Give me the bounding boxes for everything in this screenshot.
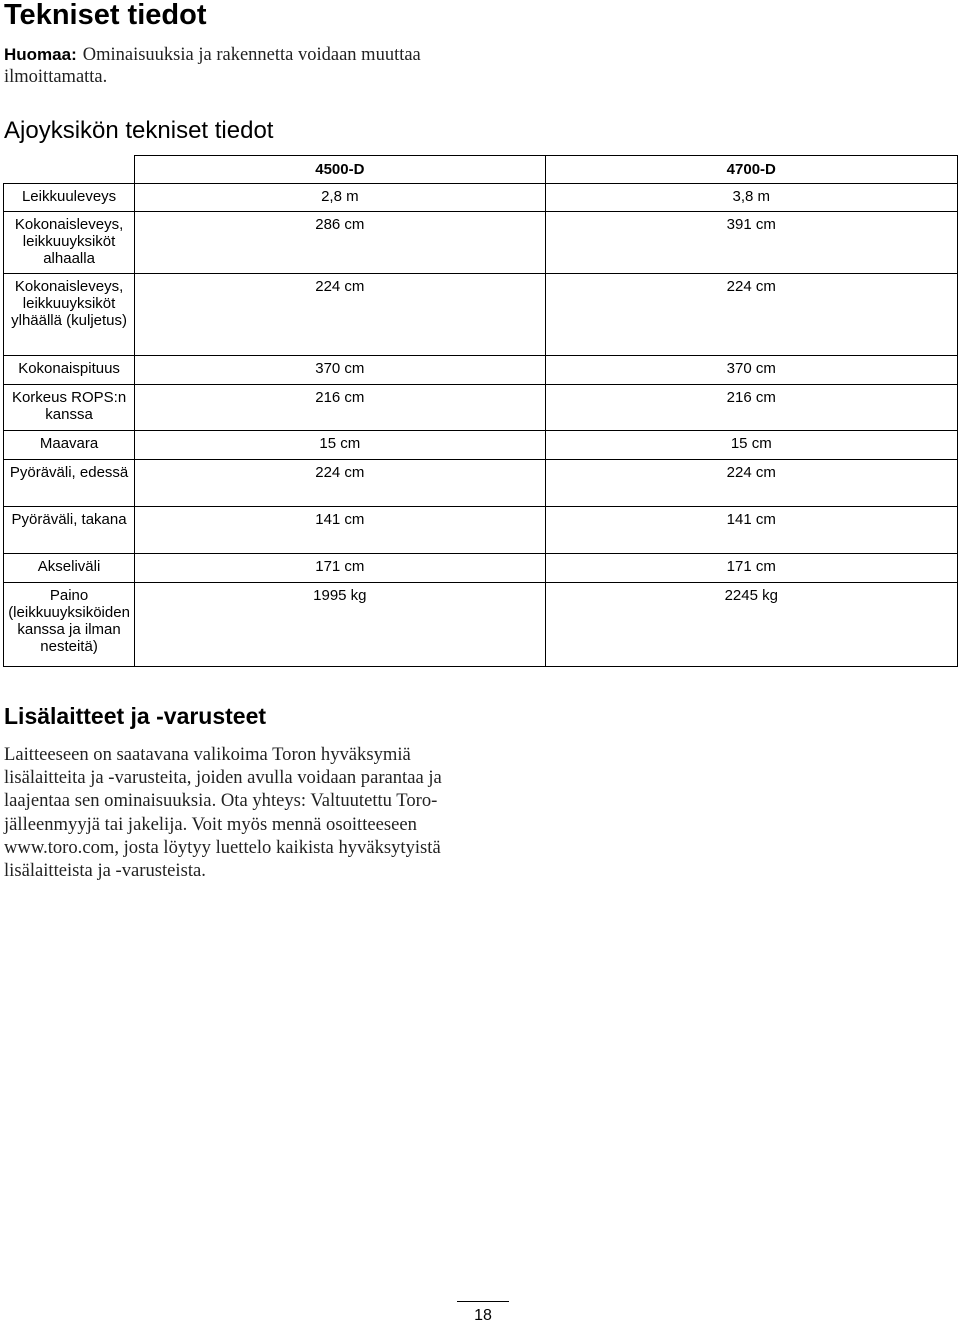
value-4500d: 370 cm <box>135 356 545 385</box>
value-4500d: 286 cm <box>135 212 545 274</box>
value-4500d: 1995 kg <box>135 583 545 667</box>
row-label: Pyöräväli, takana <box>4 507 135 554</box>
value-4700d: 391 cm <box>545 212 957 274</box>
row-label: Maavara <box>4 431 135 460</box>
value-4700d: 2245 kg <box>545 583 957 667</box>
value-4500d: 171 cm <box>135 554 545 583</box>
value-4500d: 141 cm <box>135 507 545 554</box>
row-label: Pyöräväli, edessä <box>4 460 135 507</box>
table-row <box>4 274 958 356</box>
spec-table <box>3 155 958 667</box>
row-label: Kokonaispituus <box>4 356 135 385</box>
table-row <box>4 460 958 507</box>
value-4700d: 15 cm <box>545 431 957 460</box>
section-title: Ajoyksikön tekniset tiedot <box>4 117 274 144</box>
table-row <box>4 507 958 554</box>
page-number: 18 <box>474 1307 492 1324</box>
value-4700d: 370 cm <box>545 356 957 385</box>
table-row <box>4 184 958 212</box>
table-row <box>4 385 958 431</box>
value-4700d: 216 cm <box>545 385 957 431</box>
footer-rule <box>457 1301 509 1302</box>
table-row <box>4 356 958 385</box>
accessories-text: Laitteeseen on saatavana valikoima Toron hyväksymiä lisälaitteita ja -varusteita, joiden avulla voidaan parantaa ja laajentaa sen ominaisuuksia. Ota yhteys: Valtuutettu Toro-jälleenmyyjä tai jakelija. Voit myös mennä osoitteeseen www.toro.com, josta löytyy luettelo kaikista hyväksytyistä lisälaitteista ja -varusteista. <box>4 744 442 882</box>
row-label: Paino (leikkuuyksiköiden kanssa ja ilman nesteitä) <box>4 583 135 667</box>
table-row <box>4 212 958 274</box>
value-4500d: 224 cm <box>135 460 545 507</box>
row-label: Kokonaisleveys, leikkuuyksiköt ylhäällä (kuljetus) <box>4 274 135 356</box>
table-header-row <box>4 156 958 184</box>
row-label: Kokonaisleveys, leikkuuyksiköt alhaalla <box>4 212 135 274</box>
value-4700d: 224 cm <box>545 460 957 507</box>
row-label: Akseliväli <box>4 554 135 583</box>
value-4700d: 171 cm <box>545 554 957 583</box>
table-row <box>4 431 958 460</box>
value-4700d: 141 cm <box>545 507 957 554</box>
value-4500d: 2,8 m <box>135 184 545 212</box>
header-blank-cell <box>4 156 135 184</box>
header-model-4700d: 4700-D <box>545 156 957 184</box>
header-model-4500d: 4500-D <box>135 156 545 184</box>
row-label: Leikkuuleveys <box>4 184 135 212</box>
value-4500d: 224 cm <box>135 274 545 356</box>
value-4500d: 15 cm <box>135 431 545 460</box>
note-text: Ominaisuuksia ja rakennetta voidaan muuttaa ilmoittamatta. <box>4 45 421 87</box>
accessories-title: Lisälaitteet ja -varusteet <box>4 703 267 729</box>
table-row <box>4 583 958 667</box>
value-4500d: 216 cm <box>135 385 545 431</box>
value-4700d: 3,8 m <box>545 184 957 212</box>
note-label: Huomaa: <box>4 45 77 64</box>
row-label: Korkeus ROPS:n kanssa <box>4 385 135 431</box>
page-title: Tekniset tiedot <box>4 0 207 31</box>
table-row <box>4 554 958 583</box>
note <box>4 44 444 88</box>
value-4700d: 224 cm <box>545 274 957 356</box>
